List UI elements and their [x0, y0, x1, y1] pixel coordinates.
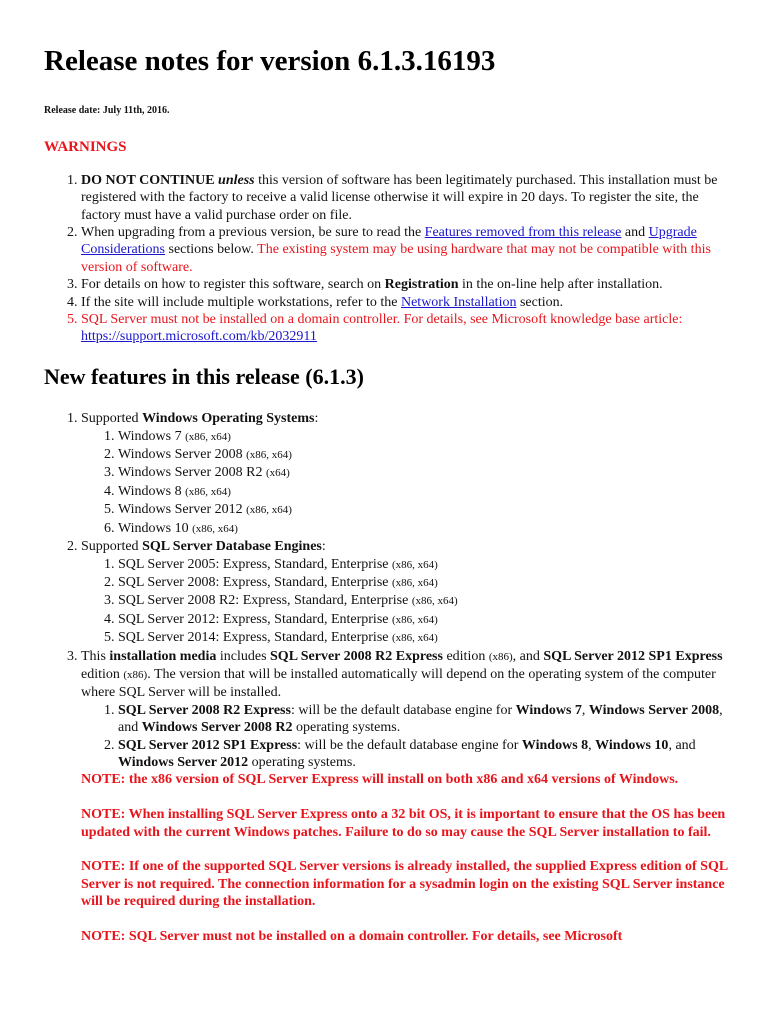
engine-text: operating systems.	[296, 720, 401, 736]
kb-article-link[interactable]: https://support.microsoft.com/kb/2032911	[81, 329, 317, 345]
engine-text: ,	[581, 702, 586, 718]
default-engine-item-1	[118, 702, 738, 737]
warning-item-3	[81, 276, 738, 293]
page-title: Release notes for version 6.1.3.16193	[44, 45, 496, 77]
sql-engine-name: SQL Server 2008: Express, Standard, Enterprise	[118, 574, 389, 590]
default-engine-list	[81, 702, 738, 772]
os-item	[118, 520, 738, 538]
feature-3-arch: (x86)	[123, 668, 148, 681]
os-arch: (x86, x64)	[192, 522, 238, 535]
note-x86: NOTE: the x86 version of SQL Server Express will install on both x86 and x64 versions of Windows.	[81, 772, 679, 788]
note-domain-controller: NOTE: SQL Server must not be installed on a domain controller. For details, see Microsoft	[81, 928, 623, 944]
feature-3-bold: SQL Server 2008 R2 Express	[270, 648, 443, 664]
feature-3-text: edition	[446, 648, 486, 664]
features-list	[44, 410, 738, 945]
feature-3-bold: installation media	[109, 648, 217, 664]
os-arch: (x86, x64)	[246, 504, 292, 517]
engine-name: SQL Server 2012 SP1 Express	[118, 737, 298, 753]
sql-engine-name: SQL Server 2014: Express, Standard, Enterprise	[118, 630, 389, 646]
os-name: Windows 8	[118, 483, 182, 499]
features-heading: New features in this release (6.1.3)	[44, 363, 364, 389]
engine-text: , and	[118, 702, 723, 736]
warning-1-emphasis: unless	[218, 172, 255, 188]
os-item	[118, 501, 738, 519]
os-arch: (x86, x64)	[185, 430, 231, 443]
sql-engine-item	[118, 556, 738, 574]
warning-1-bold: DO NOT CONTINUE	[81, 172, 215, 188]
sql-engine-list	[81, 556, 738, 648]
warnings-heading: WARNINGS	[44, 138, 127, 155]
warning-4-text: If the site will include multiple workstations, refer to the	[81, 294, 398, 310]
engine-name: SQL Server 2008 R2 Express	[118, 702, 291, 718]
warning-2-red-text: The existing system may be using hardware that may not be compatible with this version of software.	[81, 242, 711, 275]
warning-item-5	[81, 311, 738, 346]
feature-1-colon: :	[314, 411, 319, 427]
warning-5-text: SQL Server must not be installed on a domain controller. For details, see Microsoft knowledge base article:	[81, 312, 683, 328]
sql-engine-name: SQL Server 2008 R2: Express, Standard, Enterprise	[118, 593, 409, 609]
feature-2-colon: :	[321, 539, 326, 555]
engine-text: operating systems.	[251, 754, 356, 770]
sql-engine-arch: (x86, x64)	[391, 632, 438, 645]
os-name: Windows Server 2008 R2	[141, 720, 293, 736]
os-item	[118, 428, 738, 446]
feature-3-text: edition	[81, 666, 120, 682]
sql-engine-arch: (x86, x64)	[391, 576, 438, 589]
sql-engine-item	[118, 611, 738, 629]
feature-3-text: . The version that will be installed automatically will depend on the operating system of the computer where SQL Server will be installed.	[81, 666, 716, 701]
warning-2-and: and	[624, 225, 646, 241]
os-name: Windows Server 2012	[118, 502, 243, 518]
os-arch: (x86, x64)	[246, 449, 292, 462]
os-name: Windows 10	[595, 737, 669, 753]
feature-2-bold: SQL Server Database Engines	[142, 539, 322, 555]
os-name: Windows Server 2008	[118, 447, 243, 463]
sql-engine-item	[118, 592, 738, 610]
warning-2-text: When upgrading from a previous version, be sure to read the	[81, 225, 422, 241]
os-name: Windows Server 2008 R2	[118, 465, 263, 481]
note-32bit-os: NOTE: When installing SQL Server Express onto a 32 bit OS, it is important to ensure that the OS has been updated with the current Windows patches. Failure to do so may cause the SQL Server installation to fail.	[81, 807, 726, 840]
sql-engine-name: SQL Server 2012: Express, Standard, Enterprise	[118, 611, 389, 627]
feature-3-bold: SQL Server 2012 SP1 Express	[543, 648, 723, 664]
os-name: Windows 7	[118, 428, 182, 444]
sql-engine-arch: (x86, x64)	[391, 558, 438, 571]
os-arch: (x64)	[265, 467, 290, 480]
sql-engine-item	[118, 574, 738, 592]
warning-3-text: For details on how to register this software, search on	[81, 277, 382, 293]
feature-item-2	[81, 538, 738, 647]
network-installation-link[interactable]: Network Installation	[400, 294, 517, 310]
warning-3-post: in the on-line help after installation.	[462, 277, 663, 293]
engine-text: , and	[668, 737, 696, 753]
warning-item-4	[81, 294, 738, 311]
os-arch: (x86, x64)	[185, 485, 231, 498]
feature-3-arch: (x86)	[488, 650, 513, 663]
release-date: Release date: July 11th, 2016.	[44, 104, 170, 116]
engine-text: ,	[588, 737, 592, 753]
feature-3-text: , and	[512, 648, 540, 664]
warnings-list	[44, 172, 738, 346]
feature-3-text: includes	[219, 648, 267, 664]
engine-text: : will be the default database engine for	[290, 702, 513, 718]
warning-item-2	[81, 224, 738, 276]
sql-engine-item	[118, 629, 738, 647]
features-removed-link[interactable]: Features removed from this release	[424, 225, 622, 241]
upgrade-considerations-link[interactable]: Upgrade Considerations	[81, 225, 697, 258]
feature-item-1	[81, 410, 738, 538]
warning-4-post: section.	[519, 294, 564, 310]
os-list	[81, 428, 738, 538]
os-name: Windows 8	[521, 737, 589, 753]
warning-1-text: this version of software has been legitimately purchased. This installation must be registered with the factory to receive a valid license otherwise it will expire in 20 days. To register the site, the factory must have a valid purchase order on file.	[81, 172, 718, 223]
warning-3-bold: Registration	[384, 277, 459, 293]
os-item	[118, 446, 738, 464]
engine-text: : will be the default database engine for	[297, 737, 519, 753]
os-item	[118, 483, 738, 501]
os-name: Windows Server 2012	[118, 754, 249, 770]
warning-2-post: sections below.	[168, 242, 254, 258]
feature-3-text: This	[81, 648, 106, 664]
os-item	[118, 464, 738, 482]
warning-item-1	[81, 172, 738, 224]
sql-engine-name: SQL Server 2005: Express, Standard, Enterprise	[118, 556, 389, 572]
default-engine-item-2	[118, 737, 738, 772]
feature-1-bold: Windows Operating Systems	[142, 411, 315, 427]
feature-1-text: Supported	[81, 411, 139, 427]
feature-item-3	[81, 648, 738, 946]
note-existing-sql-server: NOTE: If one of the supported SQL Server versions is already installed, the supplied Express edition of SQL Server is not required. The connection information for a sysadmin login on the existing SQL Server instance will be required during the installation.	[81, 859, 728, 910]
os-name: Windows 7	[515, 702, 582, 718]
sql-engine-arch: (x86, x64)	[391, 613, 438, 626]
feature-2-text: Supported	[81, 539, 139, 555]
os-name: Windows 10	[118, 520, 189, 536]
sql-engine-arch: (x86, x64)	[411, 595, 458, 608]
os-name: Windows Server 2008	[588, 702, 720, 718]
